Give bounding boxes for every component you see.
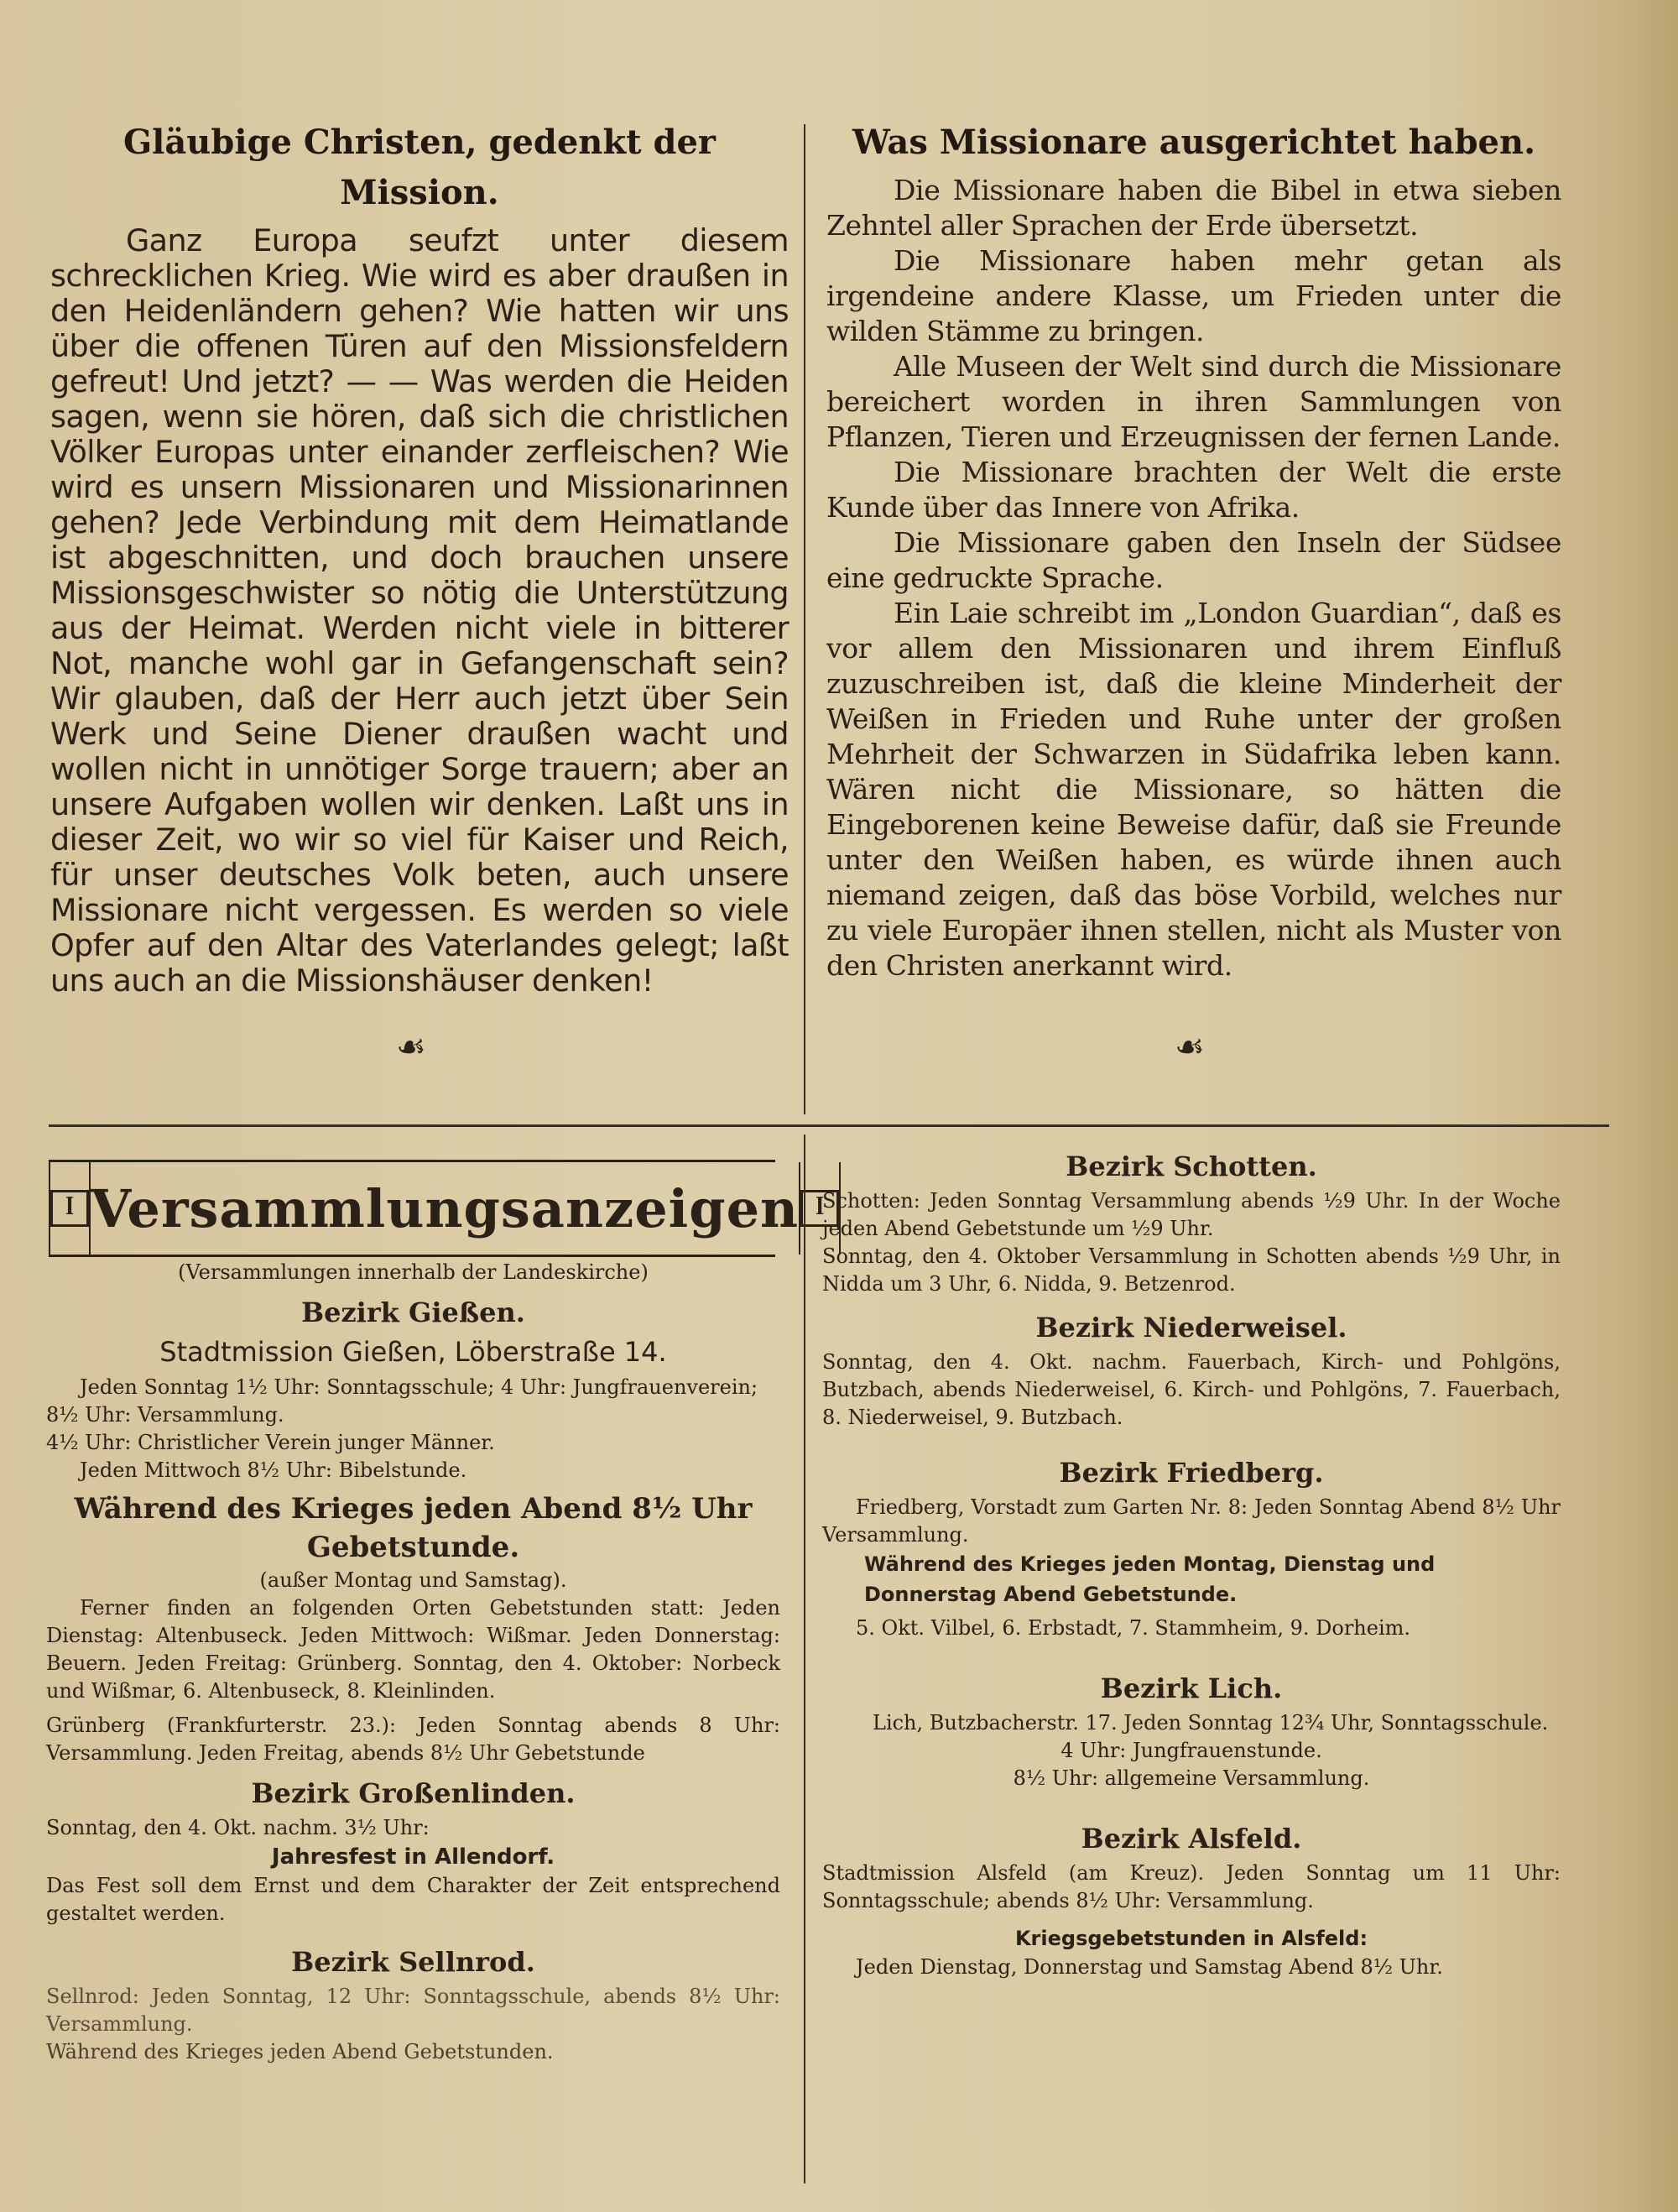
right-article-para-2: Die Missionare haben mehr getan als irgendeine andere Klasse, um Frieden unter die wilden Stämme zu bringen. bbox=[826, 244, 1561, 347]
sellnrod-title: Bezirk Sellnrod. bbox=[291, 1946, 535, 1978]
giessen-line-2: 4½ Uhr: Christlicher Verein junger Männer. bbox=[46, 1431, 495, 1454]
right-article-para-5: Die Missionare gaben den Inseln der Südsee eine gedruckte Sprache. bbox=[826, 526, 1561, 594]
giessen-address: Stadtmission Gießen, Löberstraße 14. bbox=[159, 1336, 667, 1368]
friedberg-war: Während des Krieges jeden Montag, Dienstag und Donnerstag Abend Gebetstunde. bbox=[864, 1552, 1436, 1606]
schotten-line-1: Schotten: Jeden Sonntag Versammlung abends ½9 Uhr. In der Woche jeden Abend Gebetstunde um ½9 Uhr. bbox=[822, 1189, 1561, 1240]
column-divider-bottom bbox=[804, 1135, 805, 2183]
newspaper-icon: ꟾ bbox=[50, 1190, 89, 1227]
right-article-title: Was Missionare ausgerichtet haben. bbox=[852, 123, 1536, 162]
friedberg-dates: 5. Okt. Vilbel, 6. Erbstadt, 7. Stammheim, 9. Dorheim. bbox=[856, 1616, 1411, 1640]
giessen-line-1: Jeden Sonntag 1½ Uhr: Sonntagsschule; 4 Uhr: Jungfrauenverein; 8½ Uhr: Versammlung. bbox=[46, 1375, 758, 1427]
giessen-others: Ferner finden an folgenden Orten Gebetstunden statt: Jeden Dienstag: Altenbuseck. Jeden Mittwoch: Wißmar. Jeden Donnerstag: Beuern. Jeden Freitag: Grünberg. Sonntag, den 4. Oktober: Norbeck und Wißmar, 6. Altenbuseck, 8. Kleinlinden. bbox=[46, 1596, 780, 1703]
niederweisel-title: Bezirk Niederweisel. bbox=[1035, 1312, 1347, 1343]
left-article-body: Ganz Europa seufzt unter diesem schrecklichen Krieg. Wie wird es aber draußen in den Heidenländern gehen? Wie hatten wir uns über die offenen Türen auf den Missionsfeldern gefreut! Und jetzt? — — Was werden die Heiden sagen, wenn sie hören, daß sich die christlichen Völker Europas unter einander zerfleischen? Wie wird es unsern Missionaren und Missionarinnen gehen? Jede Verbindung mit dem Heimatlande ist abgeschnitten, und doch brauchen unsere Missionsgeschwister so nötig die Unterstützung aus der Heimat. Werden nicht viele in bitterer Not, manche wohl gar in Gefangenschaft sein? Wir glauben, daß der Herr auch jetzt über Sein Werk und Seine Diener draußen wacht und wollen nicht in unnötiger Sorge trauern; aber an unsere Aufgaben wollen wir denken. Laßt uns in dieser Zeit, wo wir so viel für Kaiser und Reich, für unser deutsches Volk beten, auch unsere Missionare nicht vergessen. Es werden so viele Opfer auf den Altar des Vaterlandes gelegt; laßt uns auch an die Missionshäuser denken! bbox=[50, 222, 789, 999]
right-article-para-3: Alle Museen der Welt sind durch die Missionare bereichert worden in ihren Sammlungen von Pflanzen, Tieren und Erzeugnissen der fernen Lande. bbox=[826, 350, 1561, 453]
column-divider-top bbox=[804, 124, 805, 1114]
lich-line-2: 4 Uhr: Jungfrauenstunde. bbox=[1060, 1739, 1322, 1762]
right-article-para-4: Die Missionare brachten der Welt die erste Kunde über das Innere von Afrika. bbox=[826, 456, 1561, 524]
giessen-war-note: (außer Montag und Samstag). bbox=[259, 1568, 567, 1592]
schotten-line-2: Sonntag, den 4. Oktober Versammlung in Schotten abends ½9 Uhr, in Nidda um 3 Uhr, 6. Nidda, 9. Betzenrod. bbox=[822, 1244, 1561, 1296]
grossenlinden-fest: Jahresfest in Allendorf. bbox=[271, 1844, 555, 1870]
lich-line-3: 8½ Uhr: allgemeine Versammlung. bbox=[1013, 1766, 1370, 1790]
announcements-subtitle: (Versammlungen innerhalb der Landeskirche) bbox=[178, 1260, 649, 1284]
giessen-gruenberg: Grünberg (Frankfurterstr. 23.): Jeden Sonntag abends 8 Uhr: Versammlung. Jeden Freitag, abends 8½ Uhr Gebetstunde bbox=[46, 1714, 780, 1765]
friedberg-line: Friedberg, Vorstadt zum Garten Nr. 8: Jeden Sonntag Abend 8½ Uhr Versammlung. bbox=[822, 1495, 1561, 1547]
announcements-header bbox=[49, 1160, 825, 1257]
alsfeld-line: Stadtmission Alsfeld (am Kreuz). Jeden Sonntag um 11 Uhr: Sonntagsschule; abends 8½ Uhr: Versammlung. bbox=[822, 1861, 1561, 1912]
grossenlinden-note: Das Fest soll dem Ernst und dem Charakter der Zeit entsprechend gestaltet werden. bbox=[46, 1874, 780, 1925]
lich-title: Bezirk Lich. bbox=[1100, 1672, 1283, 1704]
ornament-right: ☙ bbox=[1175, 1028, 1205, 1067]
section-divider bbox=[49, 1124, 1609, 1127]
sellnrod-war: Während des Krieges jeden Abend Gebetstunden. bbox=[46, 2040, 554, 2063]
left-article-title: Gläubige Christen, gedenkt der Mission. bbox=[123, 123, 716, 212]
schotten-title: Bezirk Schotten. bbox=[1066, 1150, 1317, 1182]
right-article-para-6: Ein Laie schreibt im „London Guardian“, daß es vor allem den Missionaren und ihrem Einfluß zuzuschreiben ist, daß die kleine Minderheit der Weißen in Frieden und Ruhe unter der großen Mehrheit der Schwarzen in Südafrika leben kann. Wären nicht die Missionare, so hätten die Eingeborenen keine Beweise dafür, daß sie Freunde unter den Weißen haben, es würde ihnen auch niemand zeigen, daß das böse Vorbild, welches nur zu viele Europäer ihnen stellen, nicht als Muster von den Christen anerkannt wird. bbox=[826, 597, 1561, 982]
announcements-title: Versammlungsanzeigen bbox=[91, 1177, 800, 1239]
niederweisel-line: Sonntag, den 4. Okt. nachm. Fauerbach, Kirch- und Pohlgöns, Butzbach, abends Niederweisel, 6. Kirch- und Pohlgöns, 7. Fauerbach, 8. Niederweisel, 9. Butzbach. bbox=[822, 1350, 1561, 1429]
friedberg-title: Bezirk Friedberg. bbox=[1059, 1457, 1324, 1489]
giessen-title: Bezirk Gießen. bbox=[301, 1296, 525, 1328]
giessen-war-notice: Während des Krieges jeden Abend 8½ Uhr Gebetstunde. bbox=[74, 1492, 753, 1564]
sellnrod-line: Sellnrod: Jeden Sonntag, 12 Uhr: Sonntagsschule, abends 8½ Uhr: Versammlung. bbox=[46, 1985, 780, 2036]
lower-left-column bbox=[46, 1259, 780, 2066]
lower-right-column bbox=[822, 1145, 1561, 1981]
grossenlinden-title: Bezirk Großenlinden. bbox=[251, 1777, 576, 1809]
alsfeld-title: Bezirk Alsfeld. bbox=[1081, 1823, 1302, 1855]
right-article bbox=[826, 117, 1561, 983]
alsfeld-war-head: Kriegsgebetstunden in Alsfeld: bbox=[1014, 1927, 1368, 1950]
newspaper-icon: ꟾ bbox=[800, 1190, 839, 1227]
left-article bbox=[50, 117, 789, 999]
right-article-para-1: Die Missionare haben die Bibel in etwa sieben Zehntel aller Sprachen der Erde übersetzt. bbox=[826, 174, 1561, 242]
grossenlinden-line: Sonntag, den 4. Okt. nachm. 3½ Uhr: bbox=[46, 1816, 430, 1839]
giessen-line-3: Jeden Mittwoch 8½ Uhr: Bibelstunde. bbox=[80, 1458, 467, 1482]
lich-line-1: Lich, Butzbacherstr. 17. Jeden Sonntag 12¾ Uhr, Sonntagsschule. bbox=[873, 1711, 1549, 1735]
ornament-left: ☙ bbox=[396, 1028, 426, 1067]
alsfeld-war-line: Jeden Dienstag, Donnerstag und Samstag Abend 8½ Uhr. bbox=[856, 1955, 1443, 1979]
announcement-icon-left bbox=[49, 1162, 91, 1255]
